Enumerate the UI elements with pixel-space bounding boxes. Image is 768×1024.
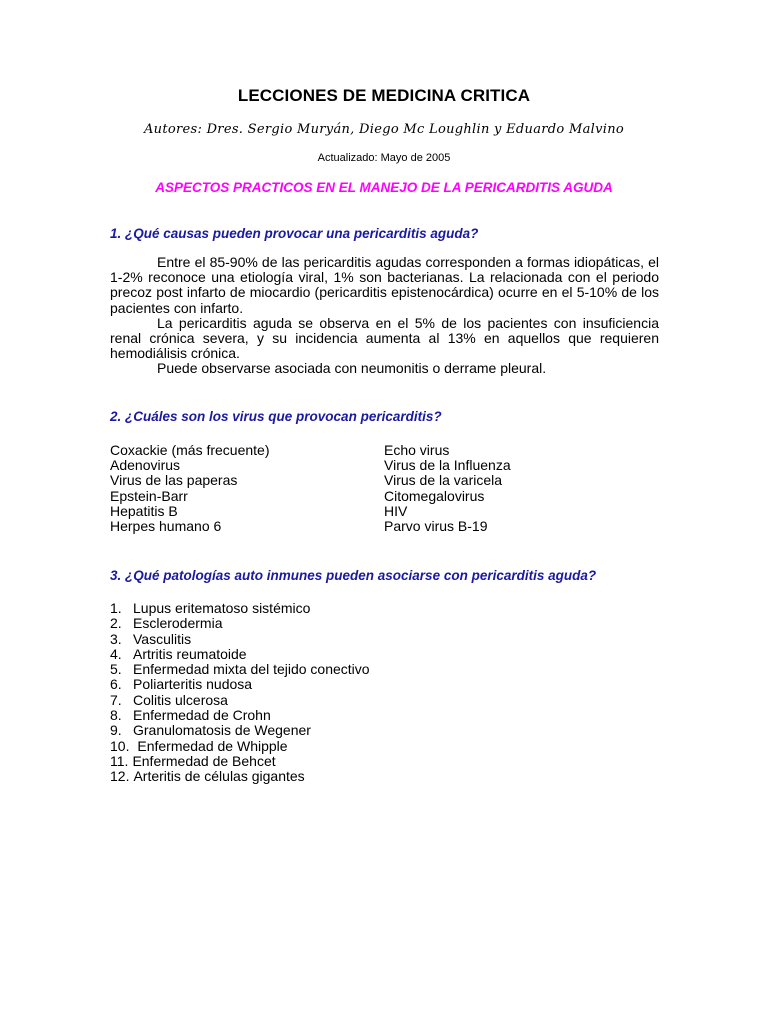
- paragraph: Entre el 85-90% de las pericarditis agudas corresponden a formas idiopáticas, el 1-2% reconoce una etiología viral, 1% son bacterianas. La relacionada con el periodo precoz post infarto de miocardio (pericarditis epistenocárdica) ocurre en el 5-10% de los pacientes con infarto.: [110, 254, 659, 316]
- virus-row: [110, 519, 659, 534]
- virus-name: Virus de las paperas: [110, 472, 238, 489]
- question-2-heading: 2. ¿Cuáles son los virus que provocan pericarditis?: [110, 409, 442, 424]
- list-item: [110, 662, 370, 677]
- item-text: Granulomatosis de Wegener: [133, 722, 311, 739]
- paragraph: La pericarditis aguda se observa en el 5% de los pacientes con insuficiencia renal crónica severa, y su incidencia aumenta al 13% en aquellos que requieren hemodiálisis crónica.: [110, 314, 659, 362]
- virus-name: Herpes humano 6: [110, 518, 222, 535]
- item-text: Enfermedad de Whipple: [133, 737, 288, 754]
- virus-name: Echo virus: [384, 442, 450, 458]
- virus-name: Epstein-Barr: [110, 487, 188, 504]
- item-number: 9.: [110, 722, 122, 739]
- item-text: Artritis reumatoide: [133, 645, 247, 662]
- item-text: Vasculitis: [133, 630, 192, 647]
- virus-name: Adenovirus: [110, 457, 181, 474]
- item-text: Lupus eritematoso sistémico: [133, 600, 311, 616]
- item-number: 6.: [110, 676, 122, 693]
- item-number: 10.: [110, 737, 130, 754]
- virus-name: Hepatitis B: [110, 502, 178, 519]
- virus-row: [110, 473, 659, 488]
- virus-list: [110, 443, 659, 534]
- item-number: 12.: [110, 768, 130, 785]
- item-number: 4.: [110, 645, 122, 662]
- question-3-heading: 3. ¿Qué patologías auto inmunes pueden asociarse con pericarditis aguda?: [110, 568, 597, 583]
- item-text: Esclerodermia: [133, 615, 223, 632]
- list-item: [110, 723, 370, 738]
- item-number: 5.: [110, 661, 122, 678]
- list-item: [110, 708, 370, 723]
- paragraph: Puede observarse asociada con neumonitis o derrame pleural.: [157, 360, 547, 377]
- list-item: [110, 739, 370, 754]
- list-item: [110, 754, 370, 769]
- item-number: 3.: [110, 630, 122, 647]
- virus-name: Citomegalovirus: [384, 487, 485, 504]
- item-number: 7.: [110, 691, 122, 708]
- virus-name: Coxackie (más frecuente): [110, 442, 270, 458]
- section-1-body: [110, 255, 659, 377]
- list-item: [110, 677, 370, 692]
- list-item: [110, 693, 370, 708]
- item-text: Enfermedad de Behcet: [132, 752, 276, 769]
- virus-name: Virus de la Influenza: [384, 457, 511, 474]
- list-item: [110, 769, 370, 784]
- item-text: Enfermedad de Crohn: [133, 707, 271, 724]
- item-number: 1.: [110, 600, 122, 616]
- list-item: [110, 616, 370, 631]
- list-item: [110, 632, 370, 647]
- authors-line: Autores: Dres. Sergio Muryán, Diego Mc Loughlin y Eduardo Malvino: [143, 122, 624, 137]
- updated-date: Actualizado: Mayo de 2005: [317, 152, 451, 164]
- autoimmune-list: [110, 601, 370, 785]
- virus-row: [110, 458, 659, 473]
- virus-row: [110, 489, 659, 504]
- virus-name: Virus de la varicela: [384, 472, 503, 489]
- item-text: Colitis ulcerosa: [133, 691, 228, 708]
- item-number: 11.: [110, 752, 129, 769]
- document-title: LECCIONES DE MEDICINA CRITICA: [237, 86, 531, 105]
- list-item: [110, 601, 370, 616]
- virus-name: Parvo virus B-19: [384, 518, 488, 535]
- item-number: 8.: [110, 707, 122, 724]
- virus-row: [110, 443, 659, 458]
- virus-row: [110, 504, 659, 519]
- item-number: 2.: [110, 615, 122, 632]
- document-subtitle: ASPECTOS PRACTICOS EN EL MANEJO DE LA PERICARDITIS AGUDA: [155, 180, 613, 195]
- virus-name: HIV: [384, 502, 408, 519]
- item-text: Enfermedad mixta del tejido conectivo: [133, 661, 370, 678]
- list-item: [110, 647, 370, 662]
- item-text: Poliarteritis nudosa: [133, 676, 253, 693]
- question-1-heading: 1. ¿Qué causas pueden provocar una pericarditis aguda?: [110, 226, 479, 241]
- item-text: Arteritis de células gigantes: [133, 768, 305, 785]
